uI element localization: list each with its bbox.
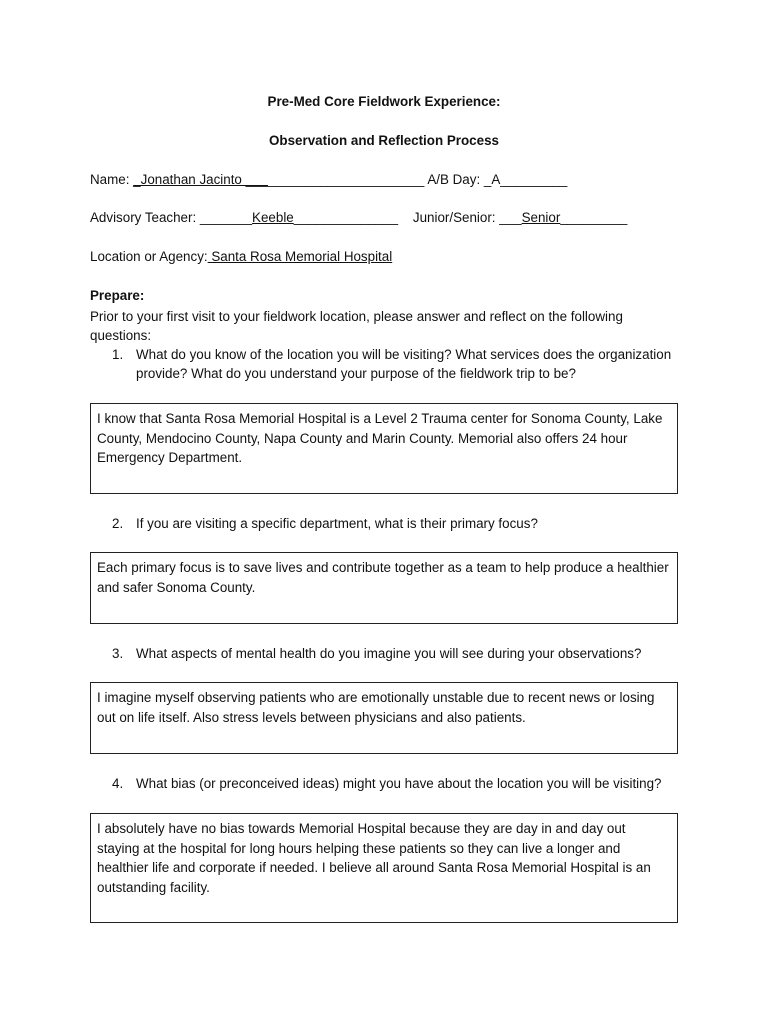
- advisory-pre-blank: _______: [199, 210, 253, 225]
- answer-box-4: I absolutely have no bias towards Memorial Hospital because they are day in and day out staying at the hospital for long hours helping these patients so they can live a longer and healthier life and corporate if needed. I believe all around Santa Rosa Memorial Hospital is an outstanding facility.: [90, 813, 678, 923]
- question-4: [112, 774, 712, 793]
- junior-senior-label: Junior/Senior:: [412, 210, 500, 225]
- question-text: What do you know of the location you will be visiting? What services does the organization provide? What do you understand your purpose of the fieldwork trip to be?: [136, 347, 672, 381]
- ab-day-label: A/B Day: _: [424, 172, 492, 187]
- answer-box-2: Each primary focus is to save lives and contribute together as a team to help produce a healthier and safer Sonoma County.: [90, 552, 678, 624]
- junior-senior-value: Senior: [521, 210, 561, 225]
- answer-box-1: I know that Santa Rosa Memorial Hospital is a Level 2 Trauma center for Sonoma County, Lake County, Mendocino County, Napa County and Marin County. Memorial also offers 24 hour Emergency Department.: [90, 403, 678, 494]
- name-line: [90, 172, 567, 187]
- ab-day-value: A_________: [491, 172, 568, 187]
- question-number: 3.: [112, 646, 124, 661]
- junior-post-blank: _________: [560, 210, 628, 225]
- name-value: _Jonathan Jacinto ___: [133, 172, 268, 187]
- prepare-intro: Prior to your first visit to your fieldwork location, please answer and reflect on the following questions:: [90, 309, 623, 343]
- question-text: If you are visiting a specific department, what is their primary focus?: [136, 516, 538, 531]
- document-subtitle: Observation and Reflection Process: [269, 133, 499, 148]
- question-number: 1.: [112, 347, 124, 362]
- prepare-heading: Prepare:: [90, 288, 145, 303]
- question-text: What bias (or preconceived ideas) might you have about the location you will be visiting?: [136, 776, 662, 791]
- question-text: What aspects of mental health do you imagine you will see during your observations?: [136, 646, 642, 661]
- question-2: [112, 514, 692, 533]
- name-label: Name:: [90, 172, 134, 187]
- advisory-teacher-label: Advisory Teacher:: [90, 210, 200, 225]
- advisory-teacher-value: Keeble: [252, 210, 294, 225]
- advisory-post-blank: ______________: [293, 210, 399, 225]
- question-3: [112, 644, 692, 663]
- location-value: Santa Rosa Memorial Hospital: [207, 249, 393, 264]
- advisory-line: [90, 210, 627, 225]
- name-blank: _____________________: [267, 172, 425, 187]
- question-1: [112, 345, 692, 383]
- document-title: Pre-Med Core Fieldwork Experience:: [267, 94, 501, 109]
- answer-box-3: I imagine myself observing patients who are emotionally unstable due to recent news or losing out on life itself. Also stress levels between physicians and also patients.: [90, 682, 678, 754]
- location-line: [90, 249, 392, 264]
- question-number: 2.: [112, 516, 124, 531]
- question-number: 4.: [112, 776, 124, 791]
- location-label: Location or Agency:: [90, 249, 208, 264]
- junior-pre-blank: ___: [499, 210, 522, 225]
